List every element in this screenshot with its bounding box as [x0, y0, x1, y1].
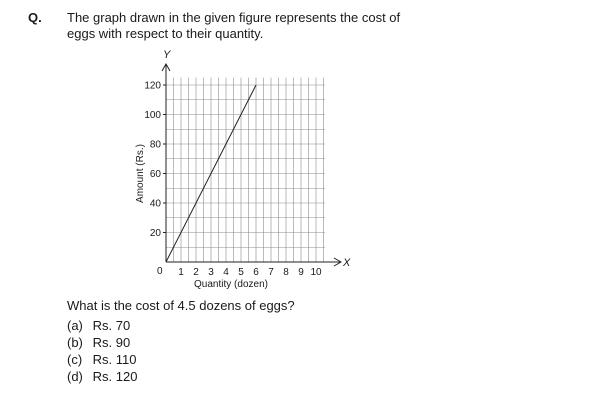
x-tick-label: 3	[208, 267, 214, 278]
y-tick-label: 60	[149, 169, 161, 180]
option-letter: (b)	[67, 335, 83, 350]
option-letter: (c)	[67, 352, 83, 367]
x-tick-label: 10	[310, 267, 322, 278]
option-c[interactable]	[67, 351, 137, 368]
option-text: Rs. 110	[92, 352, 137, 367]
option-text: Rs. 90	[92, 335, 131, 350]
y-axis-title: Amount (Rs.)	[135, 144, 146, 203]
x-axis-title: Quantity (dozen)	[194, 279, 268, 290]
option-d[interactable]	[67, 368, 137, 385]
option-text: Rs. 70	[92, 318, 131, 333]
option-text: Rs. 120	[92, 369, 138, 384]
y-tick-label: 40	[149, 198, 161, 210]
question-prompt: What is the cost of 4.5 dozens of eggs?	[67, 298, 295, 313]
answer-options	[67, 317, 137, 385]
x-tick-label: 1	[178, 267, 184, 278]
option-a[interactable]	[67, 317, 137, 334]
question-label: Q.	[28, 10, 42, 25]
x-tick-label: 7	[268, 267, 274, 278]
x-tick-label: 6	[253, 267, 259, 278]
x-tick-label: 2	[193, 267, 199, 278]
x-tick-label: 8	[283, 267, 289, 278]
y-tick-label: 120	[144, 80, 161, 92]
origin-label: 0	[157, 266, 163, 277]
option-letter: (a)	[67, 318, 83, 333]
question-text-line: eggs with respect to their quantity.	[67, 26, 264, 41]
y-tick-label: 100	[144, 110, 161, 121]
y-axis-letter: Y	[163, 49, 171, 61]
y-tick-label: 80	[149, 139, 161, 151]
x-tick-label: 5	[238, 267, 244, 278]
option-letter: (d)	[67, 369, 83, 384]
x-axis-letter: X	[343, 257, 351, 269]
option-b[interactable]	[67, 334, 137, 351]
question-text-line: The graph drawn in the given figure represents the cost of	[67, 10, 401, 25]
x-tick-label: 9	[298, 267, 304, 278]
x-tick-label: 4	[223, 267, 229, 278]
y-tick-label: 20	[149, 228, 161, 239]
